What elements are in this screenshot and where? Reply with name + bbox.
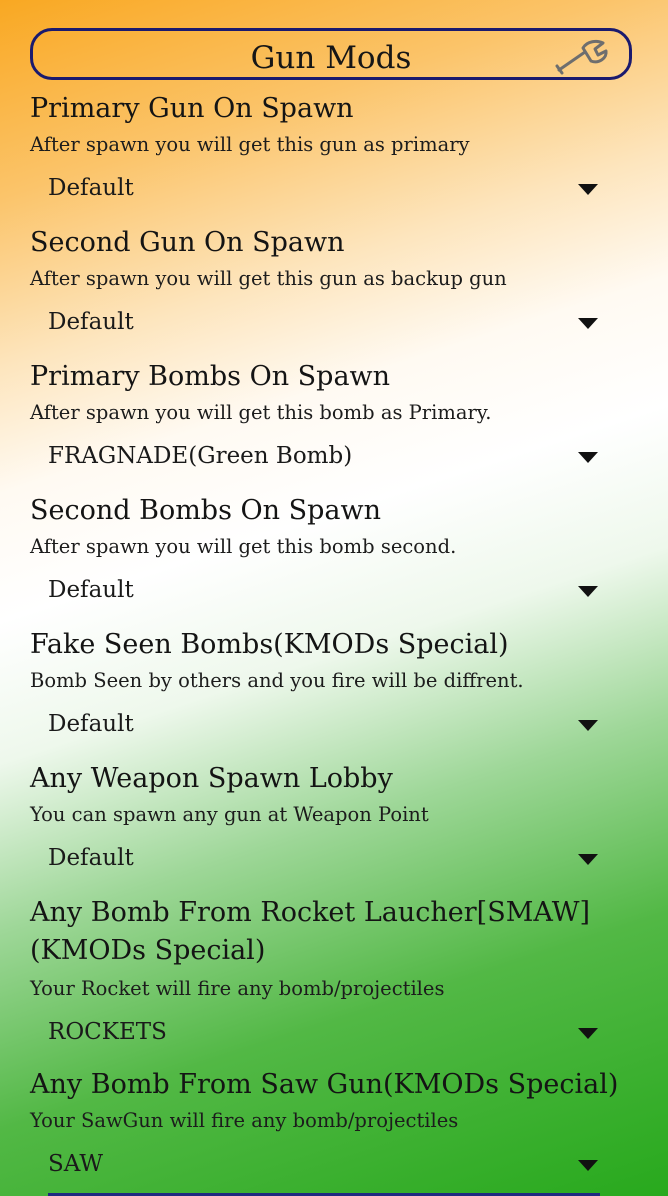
fake-seen-bombs-dropdown[interactable] bbox=[30, 704, 640, 744]
setting-primary-gun-on-spawn bbox=[30, 92, 640, 208]
dropdown-arrow-icon bbox=[578, 318, 598, 329]
dropdown-value: Default bbox=[48, 577, 134, 603]
setting-title: Fake Seen Bombs(KMODs Special) bbox=[30, 629, 509, 660]
dropdown-arrow-icon bbox=[578, 854, 598, 865]
saw-gun-dropdown[interactable] bbox=[30, 1144, 640, 1184]
setting-second-gun-on-spawn bbox=[30, 226, 640, 342]
primary-gun-dropdown[interactable] bbox=[30, 168, 640, 208]
setting-description: After spawn you will get this bomb as Primary. bbox=[30, 401, 492, 424]
dropdown-value: Default bbox=[48, 175, 134, 201]
primary-bombs-dropdown[interactable] bbox=[30, 436, 640, 476]
dropdown-arrow-icon bbox=[578, 586, 598, 597]
dropdown-arrow-icon bbox=[578, 452, 598, 463]
dropdown-value: Default bbox=[48, 845, 134, 871]
setting-title: Primary Gun On Spawn bbox=[30, 93, 354, 124]
dropdown-value: FRAGNADE(Green Bomb) bbox=[48, 443, 353, 469]
setting-second-bombs-on-spawn bbox=[30, 494, 640, 610]
setting-description: Bomb Seen by others and you fire will be diffrent. bbox=[30, 669, 524, 692]
rocket-launcher-dropdown[interactable] bbox=[30, 1012, 640, 1052]
setting-saw-gun-bomb bbox=[30, 1068, 640, 1184]
setting-primary-bombs-on-spawn bbox=[30, 360, 640, 476]
setting-description: After spawn you will get this gun as primary bbox=[30, 133, 470, 156]
setting-any-weapon-spawn-lobby bbox=[30, 762, 640, 878]
setting-description: You can spawn any gun at Weapon Point bbox=[30, 803, 429, 826]
setting-title: Second Bombs On Spawn bbox=[30, 495, 382, 526]
dropdown-value: SAW bbox=[48, 1151, 104, 1177]
setting-title: Any Bomb From Rocket Laucher[SMAW] (KMODs Special) bbox=[30, 897, 591, 966]
gun-mods-header bbox=[30, 28, 632, 80]
dropdown-arrow-icon bbox=[578, 184, 598, 195]
dropdown-value: Default bbox=[48, 309, 134, 335]
setting-description: After spawn you will get this gun as backup gun bbox=[30, 267, 507, 290]
setting-title: Any Weapon Spawn Lobby bbox=[30, 763, 393, 794]
setting-title: Second Gun On Spawn bbox=[30, 227, 345, 258]
dropdown-value: Default bbox=[48, 711, 134, 737]
setting-description: Your SawGun will fire any bomb/projectiles bbox=[30, 1109, 459, 1132]
dropdown-arrow-icon bbox=[578, 1028, 598, 1039]
weapon-spawn-dropdown[interactable] bbox=[30, 838, 640, 878]
setting-title: Any Bomb From Saw Gun(KMODs Special) bbox=[30, 1069, 619, 1100]
second-bombs-dropdown[interactable] bbox=[30, 570, 640, 610]
dropdown-value: ROCKETS bbox=[48, 1019, 167, 1045]
page-title: Gun Mods bbox=[250, 40, 412, 76]
setting-description: After spawn you will get this bomb second. bbox=[30, 535, 457, 558]
second-gun-dropdown[interactable] bbox=[30, 302, 640, 342]
setting-title: Primary Bombs On Spawn bbox=[30, 361, 391, 392]
dropdown-arrow-icon bbox=[578, 1160, 598, 1171]
setting-fake-seen-bombs bbox=[30, 628, 640, 744]
setting-rocket-launcher-bomb bbox=[30, 894, 640, 1052]
dropdown-arrow-icon bbox=[578, 720, 598, 731]
setting-description: Your Rocket will fire any bomb/projectiles bbox=[30, 977, 445, 1000]
wrench-icon[interactable] bbox=[553, 37, 611, 77]
